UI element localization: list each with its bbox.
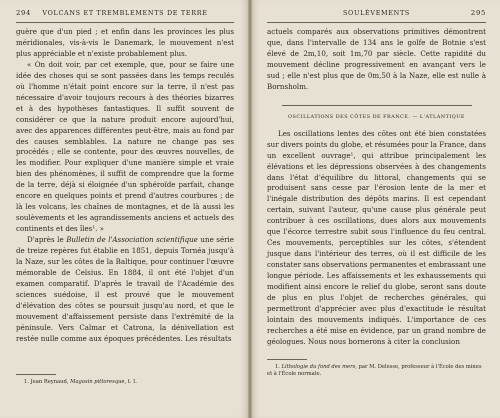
left-footnotes: [16, 374, 234, 386]
footnote-rest: , t. I.: [124, 379, 137, 385]
footnote-source-title: Lithologie du fond des mers: [281, 364, 356, 370]
left-paragraph: « On doit voir, par cet exemple, que, pour se faire une idée des choses qui se sont passées dans les temps reculés où l'homme n'était point encore sur la terre, il n'est pas nécessaire d'avoir toujours recours à des théories bizarres et à des hypothèses fantastiques. Il suffit souvent de considérer ce que la nature produit encore aujourd'hui, avec des apparences différentes peut-être, mais au fond par des causes semblables. La nature ne change pas ses procédés ; elle se contente, pour des œuvres nouvelles, de les modifier. Pour expliquer d'une manière simple et vraie bien des phénomènes, il suffit de comprendre que la forme de la terre, déjà si éloignée d'un sphéroïde parfait, change encore en quelques points et prend d'autres courbures ; de là les volcans, les chaînes de montagnes, et de là aussi les soulèvements et les agrandissements anciens et actuels des continents et des îles¹. »: [16, 59, 234, 234]
left-running-title: VOLCANS ET TREMBLEMENTS DE TERRE: [42, 9, 208, 17]
left-footnote: [16, 379, 234, 386]
right-page: [252, 0, 500, 418]
right-body-text-section: [267, 129, 486, 348]
footnote-rule: [267, 359, 307, 360]
footnote-source-title: Magasin pittoresque: [70, 379, 125, 385]
bulletin-title: Bulletin de l'Association scientifique: [66, 235, 198, 245]
left-paragraph-rest: une série de treize repères fut établie en 1851, depuis Tornéa jusqu'à la Naze, sur les côtes de la Baltique, pour continuer l'œuvre mémorable de Celsius. En 1884, il ont été l'objet d'un examen comparatif. D'après le travail de l'Académie des sciences suédoise, il est prouvé que le mouvement d'élévation des côtes se poursuit jusqu'au nord, et que le mouvement d'affaissement persiste dans l'extrémité de la péninsule. Vers Calmar et Catrona, la dénivellation est restée nulle comme aux époques précédentes. Les résultats: [16, 235, 234, 343]
footnote-lead: 1. Jean Reynaud,: [24, 379, 71, 385]
footnote-lead: 1.: [275, 364, 282, 370]
left-paragraph: guère que d'un pied ; et enfin dans les provinces les plus méridionales, vis-à-vis le Danemark, le mouvement n'est plus appréciable et n'existe probablement plus.: [16, 27, 234, 58]
right-paragraph: Les oscillations lentes des côtes ont été bien constatées sur divers points du globe, et résumées pour la France, dans un excellent ouvrage¹, qui attribue principalement les élévations et les dépressions observées à des changements dans l'état d'équilibre du littoral, changements qui se produisent sans cesse par l'érosion lente de la mer et l'inégale distribution des dépôts marins. Il est cependant certain, suivant l'auteur, qu'une cause plus générale peut contribuer à ces oscillations, dues alors aux mouvements que l'écorce terrestre subit sous l'influence du feu central. Ces mouvements, perceptibles sur les côtes, s'étendent jusque dans l'intérieur des terres, où il est difficile de les constater sans observations permanentes et embrassant une longue période. Les affaissements et les exhaussements qui modifient ainsi encore le relief du globe, seront sans doute de plus en plus l'objet de recherches générales, qui permettront d'apprécier avec plus d'exactitude le résultat lointain des mouvements indiqués. L'importance de ces recherches a été mise en évidence, par un grand nombre de géologues. Nous nous bornerons à citer la conclusion: [267, 128, 486, 346]
right-paragraph: actuels comparés aux observations primitives démontrent que, dans l'intervalle de 134 ans le golfe de Botnie s'est élevé de 2m,10, soit 1m,70 par siècle. Cette rapidité du mouvement décline progressivement en avançant vers le sud ; elle n'est plus que de 0m,50 à la Naze, elle est nulle à Bornsholm.: [267, 27, 486, 91]
footnote-rule: [16, 374, 56, 375]
left-running-head: [16, 9, 234, 23]
left-paragraph-lead: D'après le: [27, 235, 67, 245]
left-page: [0, 0, 248, 418]
right-footnote: [267, 364, 486, 379]
right-body-text: [267, 27, 486, 93]
section-title: OSCILLATIONS DES CÔTES DE FRANCE. — L'ATLANTIQUE: [288, 113, 465, 120]
section-rule: [282, 105, 472, 106]
right-running-head: [267, 9, 486, 23]
left-paragraph: [16, 235, 234, 345]
right-page-number: 295: [470, 9, 486, 17]
right-running-title: SOULÈVEMENTS: [342, 9, 411, 17]
right-footnotes: [267, 359, 486, 379]
left-page-number: 294: [16, 9, 32, 17]
left-body-text: [16, 27, 234, 345]
footnote-rest: , par M. Delesse, professeur à l'École des mines et à l'École normale.: [267, 364, 482, 378]
